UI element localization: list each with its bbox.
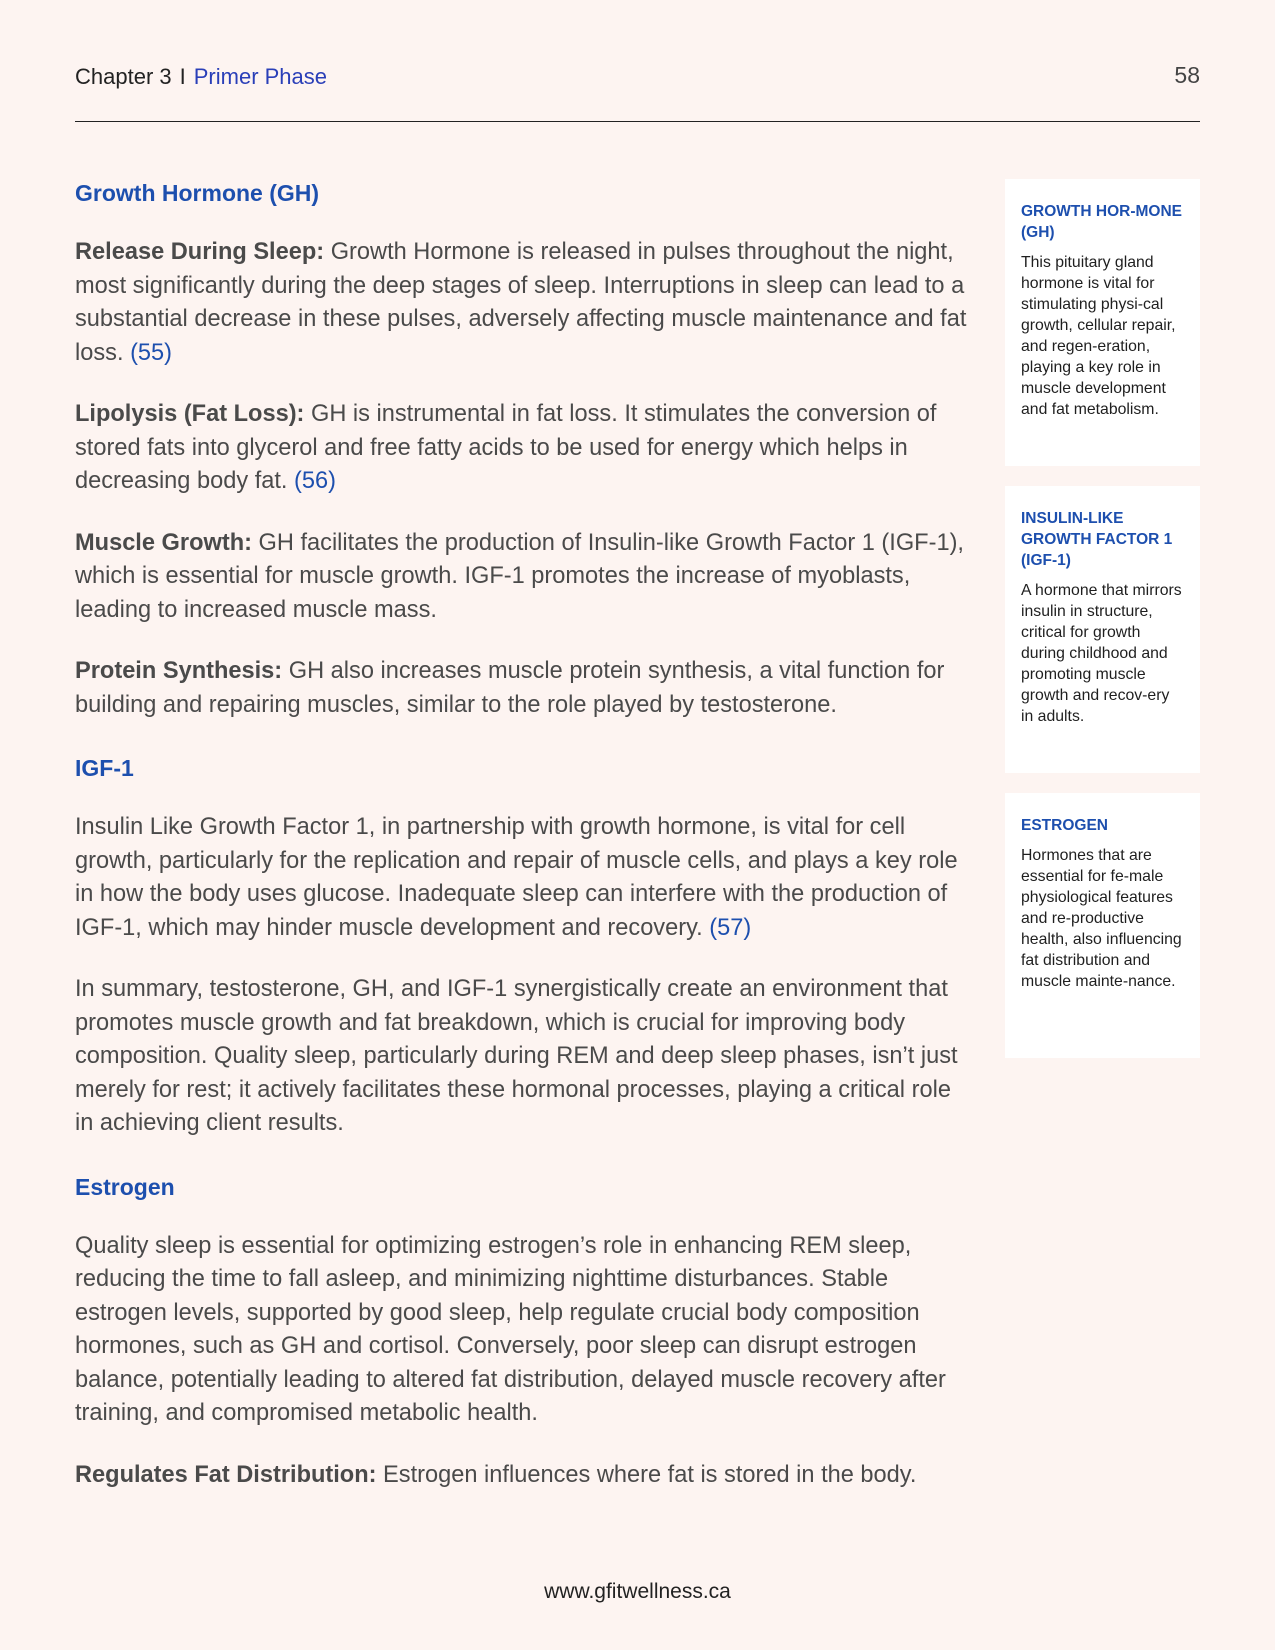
paragraph-text: In summary, testosterone, GH, and IGF-1 synergistically create an environment that promotes muscle growth and fat breakdown, which is crucial for improving body composition. Quality sleep, particularly during REM and deep sleep phases, isn’t just merely for rest; it actively facilitates these hormonal processes, playing a critical role in achieving client results. xyxy=(75,976,958,1136)
citation-link[interactable]: (57) xyxy=(709,914,752,941)
paragraph-text: GH facilitates the production of Insulin-like Growth Factor 1 (IGF-1), which is essential for muscle growth. IGF-1 promotes the increase of myoblasts, leading to increased muscle mass. xyxy=(75,529,964,623)
chapter-breadcrumb xyxy=(75,64,327,90)
section-heading-igf1: IGF-1 xyxy=(75,755,134,781)
glossary-card-title: GROWTH HOR-MONE (GH) xyxy=(1021,203,1183,241)
paragraph-label: Protein Synthesis: xyxy=(75,658,283,684)
glossary-card-body: This pituitary gland hormone is vital for stimulating physi-cal growth, cellular repair, and regen-eration, playing a key role in muscle development and fat metabolism. xyxy=(1021,254,1176,418)
paragraph-estrogen-intro xyxy=(75,1230,975,1431)
glossary-card-title: ESTROGEN xyxy=(1021,817,1108,834)
section-heading-estrogen: Estrogen xyxy=(75,1173,175,1200)
footer-url[interactable]: www.gfitwellness.ca xyxy=(544,1580,731,1603)
paragraph-release-during-sleep xyxy=(75,236,975,370)
paragraph-fat-distribution xyxy=(75,1459,975,1493)
paragraph-summary xyxy=(75,973,975,1141)
paragraph-label: Release During Sleep: xyxy=(75,239,325,265)
section-heading-gh: Growth Hormone (GH) xyxy=(75,180,320,206)
glossary-sidebar xyxy=(1005,179,1200,1078)
paragraph-lipolysis xyxy=(75,398,975,499)
phase-label: Primer Phase xyxy=(193,64,328,89)
chapter-label: Chapter 3 xyxy=(75,64,172,89)
paragraph-text: Quality sleep is essential for optimizing estrogen’s role in enhancing REM sleep, reducing the time to fall asleep, and minimizing nighttime disturbances. Stable estrogen levels, supported by good sleep, help regulate crucial body composition hormones, such as GH and cortisol. Conversely, poor sleep can disrupt estrogen balance, potentially leading to altered fat distribution, delayed muscle recovery after training, and compromised metabolic health. xyxy=(75,1232,946,1426)
glossary-card-body: Hormones that are essential for fe-male physiological features and re-productive health, also influencing fat distribution and muscle mainte-nance. xyxy=(1021,847,1182,990)
paragraph-protein-synthesis xyxy=(75,655,975,722)
glossary-card-gh xyxy=(1005,179,1200,466)
glossary-card-estrogen xyxy=(1005,793,1200,1058)
breadcrumb-separator: I xyxy=(179,64,186,89)
main-content xyxy=(75,175,975,1520)
glossary-card-igf1 xyxy=(1005,486,1200,773)
paragraph-label: Regulates Fat Distribution: xyxy=(75,1461,377,1488)
header-divider xyxy=(75,121,1200,122)
page-header xyxy=(75,60,1200,92)
glossary-card-title: INSULIN-LIKE GROWTH FACTOR 1 (IGF-1) xyxy=(1021,510,1173,569)
glossary-card-body: A hormone that mirrors insulin in structure, critical for growth during childhood and promoting muscle growth and recov-ery in adults. xyxy=(1021,582,1182,725)
paragraph-label: Muscle Growth: xyxy=(75,529,252,556)
paragraph-text: Insulin Like Growth Factor 1, in partnership with growth hormone, is vital for cell growth, particularly for the replication and repair of muscle cells, and plays a key role in how the body uses glucose. Inadequate sleep can interfere with the production of IGF-1, which may hinder muscle development and recovery. xyxy=(75,814,958,941)
paragraph-text: Growth Hormone is released in pulses throughout the night, most significantly during the deep stages of sleep. Interruptions in sleep can lead to a substantial decrease in these pulses, adversely affecting muscle maintenance and fat loss. xyxy=(75,239,967,366)
paragraph-text: GH is instrumental in fat loss. It stimulates the conversion of stored fats into glycerol and free fatty acids to be used for energy which helps in decreasing body fat. xyxy=(75,401,937,494)
paragraph-muscle-growth xyxy=(75,527,975,628)
paragraph-text: Estrogen influences where fat is stored in the body. xyxy=(376,1461,917,1488)
citation-link[interactable]: (56) xyxy=(294,468,337,494)
citation-link[interactable]: (55) xyxy=(130,339,173,366)
page-number: 58 xyxy=(1174,62,1200,88)
paragraph-text: GH also increases muscle protein synthesis, a vital function for building and repairing muscles, similar to the role played by testosterone. xyxy=(75,658,945,718)
paragraph-label: Lipolysis (Fat Loss): xyxy=(75,401,305,427)
paragraph-igf1-intro xyxy=(75,811,975,945)
